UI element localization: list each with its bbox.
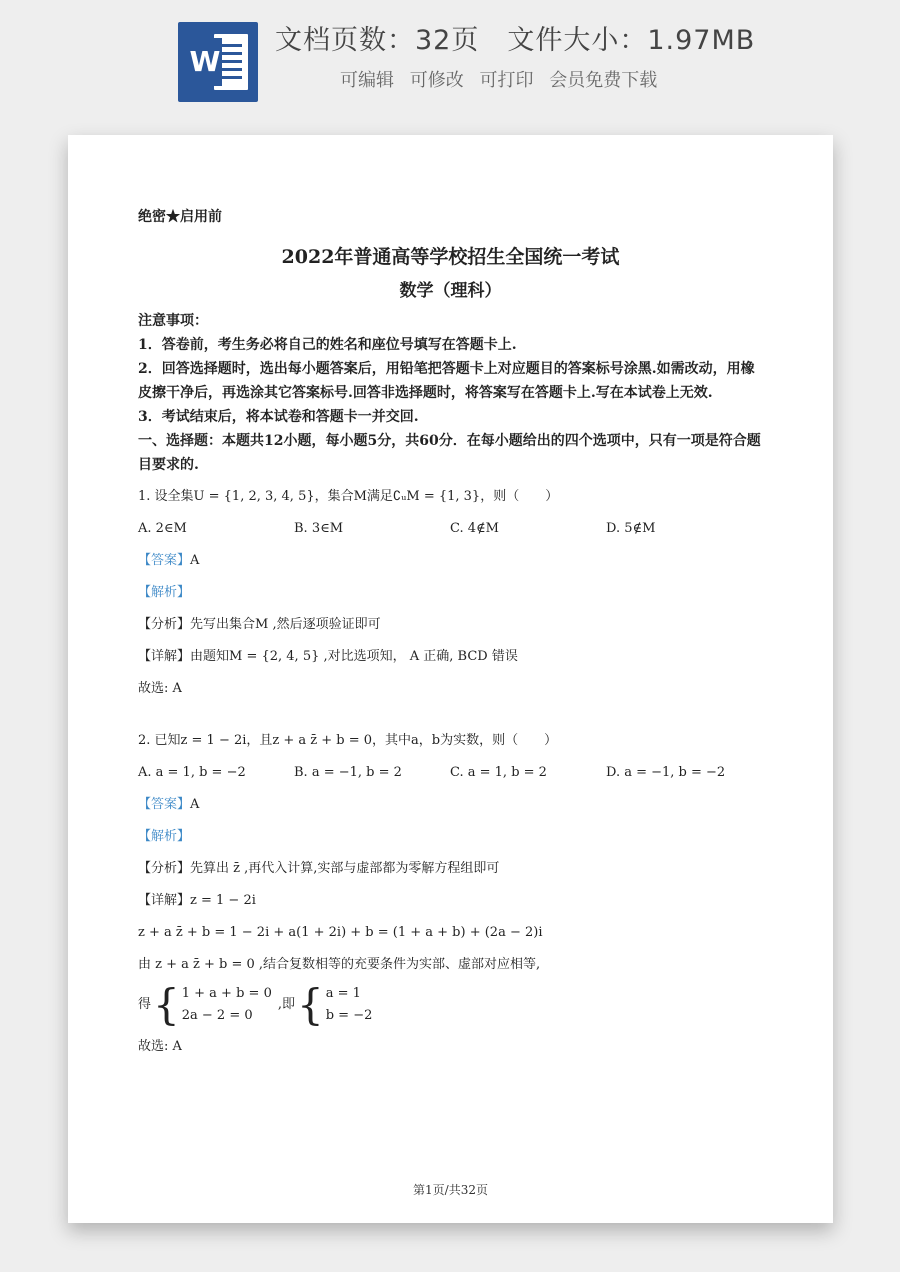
word-letter: W: [188, 38, 222, 86]
system-mid: ,即: [277, 997, 295, 1012]
answer-line: [138, 793, 763, 817]
notice-item: 3．考试结束后，将本试卷和答题卡一并交回.: [138, 409, 419, 425]
feature-list: [340, 66, 657, 92]
notice-item: 1．答卷前，考生务必将自己的姓名和座位号填写在答题卡上.: [138, 337, 517, 353]
fenxi-tag: 【分析】: [138, 617, 191, 632]
answer-line: [138, 549, 763, 573]
equation-system: [138, 980, 763, 1029]
system-1-eq: 2a − 2 = 0: [181, 1008, 253, 1023]
system-2-eq: a = 1: [325, 986, 361, 1001]
feature-editable: 可编辑: [340, 70, 394, 91]
equation-line: z + a z̄ + b = 1 − 2i + a(1 + 2i) + b = (1 + a + b) + (2a − 2)i: [138, 925, 543, 940]
feature-printable: 可打印: [479, 70, 534, 91]
detail-text: z = 1 − 2i: [190, 893, 256, 908]
feature-modifiable: 可修改: [409, 70, 464, 91]
system-1-eq: 1 + a + b = 0: [181, 986, 272, 1001]
fenxi-text: 先写出集合M ,然后逐项验证即可: [190, 617, 381, 632]
analysis-line: [138, 857, 763, 881]
conclusion: 故选: A: [138, 681, 182, 696]
left-brace: {: [153, 980, 180, 1029]
option-a: A. a = 1, b = −2: [138, 765, 246, 780]
detail-tag: 【详解】: [138, 893, 191, 908]
option-b: B. a = −1, b = 2: [294, 765, 402, 780]
answer-value: A: [190, 553, 200, 568]
analysis-tag: 【解析】: [138, 585, 191, 600]
option-b: B. 3∈M: [294, 521, 344, 536]
exam-subtitle: 数学（理科）: [399, 281, 502, 301]
file-stats: [275, 18, 755, 57]
question-2-stem: 2. 已知z = 1 − 2i，且z + a z̄ + b = 0，其中a，b为实数，则（ ）: [138, 733, 558, 748]
notice-item: 2．回答选择题时，选出每小题答案后，用铅笔把答题卡上对应题目的答案标号涂黑.如需改动，用橡皮擦干净后，再选涂其它答案标号.回答非选择题时，将答案写在答题卡上.写在本试卷上无效.: [138, 361, 755, 401]
exam-title: 2022年普通高等学校招生全国统一考试: [281, 246, 620, 268]
page-count: 文档页数：32页: [275, 25, 480, 56]
conclusion: 故选: A: [138, 1039, 182, 1054]
equation-line: 由 z + a z̄ + b = 0 ,结合复数相等的充要条件为实部、虚部对应相等,: [138, 957, 541, 972]
detail-line: [138, 889, 763, 913]
question-1-stem: 1. 设全集U = {1, 2, 3, 4, 5}，集合M满足∁ᵤM = {1, 3}，则（ ）: [138, 489, 559, 504]
page-content: [138, 205, 763, 1059]
feature-member-download: 会员免费下载: [549, 70, 658, 91]
notice-heading: 注意事项：: [138, 313, 208, 329]
file-info-banner: [0, 0, 900, 120]
option-d: D. 5∉M: [606, 521, 656, 536]
option-d: D. a = −1, b = −2: [606, 765, 726, 780]
answer-value: A: [190, 797, 200, 812]
question-1-options: [138, 517, 763, 541]
detail-text: 由题知M = {2, 4, 5} ,对比选项知， A 正确, BCD 错误: [190, 649, 518, 664]
option-c: C. 4∉M: [450, 521, 499, 536]
section-heading: 一、选择题：本题共12小题，每小题5分，共60分．在每小题给出的四个选项中，只有一项是符合题目要求的.: [138, 433, 761, 473]
confidential-mark: 绝密★启用前: [138, 209, 222, 225]
page-footer: 第1页/共32页: [413, 1183, 488, 1197]
document-page: [68, 135, 833, 1223]
system-1: [182, 983, 272, 1027]
left-brace: {: [296, 980, 324, 1029]
fenxi-tag: 【分析】: [138, 861, 191, 876]
word-doc-icon: [178, 22, 258, 102]
option-c: C. a = 1, b = 2: [450, 765, 547, 780]
fenxi-text: 先算出 z̄ ,再代入计算,实部与虚部都为零解方程组即可: [190, 861, 500, 876]
system-2: [326, 983, 373, 1027]
analysis-tag: 【解析】: [138, 829, 191, 844]
question-2-options: [138, 761, 763, 785]
analysis-line: [138, 613, 763, 637]
answer-tag: 【答案】: [138, 553, 191, 568]
system-prefix: 得: [138, 997, 152, 1012]
option-a: A. 2∈M: [138, 521, 187, 536]
file-size: 文件大小：1.97MB: [507, 25, 756, 56]
system-2-eq: b = −2: [325, 1008, 373, 1023]
detail-tag: 【详解】: [138, 649, 191, 664]
detail-line: [138, 645, 763, 669]
answer-tag: 【答案】: [138, 797, 191, 812]
